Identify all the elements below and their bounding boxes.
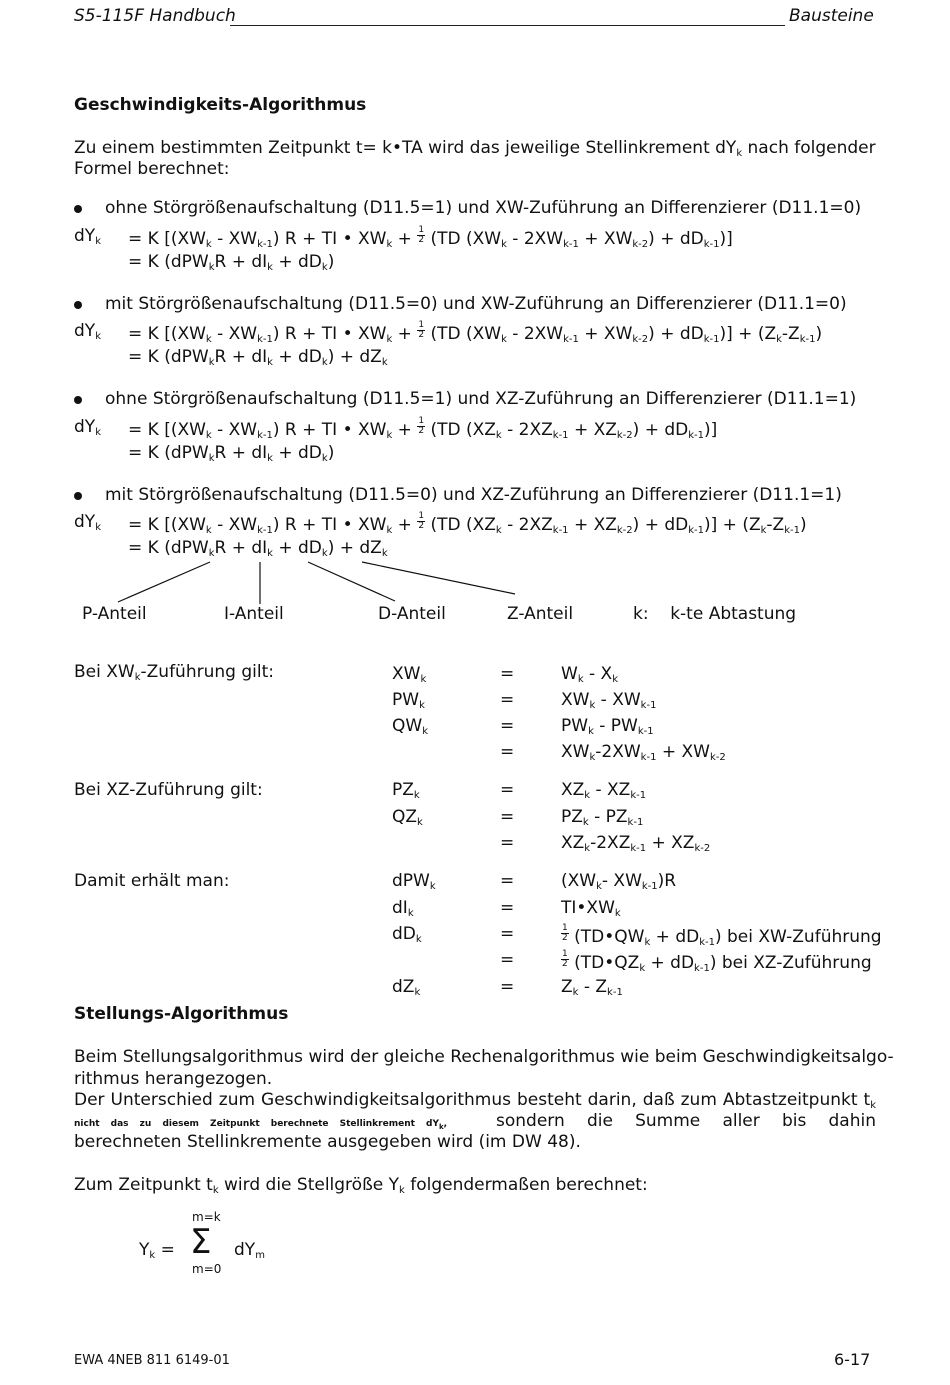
equals-sign: = bbox=[500, 950, 515, 970]
formula-case-2-line-2: = K $(dPW_kR + dI_k + dD_k) + dZ_k$ bbox=[128, 347, 388, 368]
case-3-text: ohne Störgrößenaufschaltung (D11.5=1) und XZ-Zuführung an Differenzierer (D11.1=1) bbox=[105, 389, 857, 409]
def-lhs: $QW_k$ bbox=[392, 716, 428, 737]
label-k-abtastung: k: k-te Abtastung bbox=[633, 604, 797, 624]
formula-label: $dY_k$ bbox=[74, 321, 101, 342]
def-rhs: $\frac{1}{2}$ $(TD•QZ_k + dD_{k-1})$ bei XZ-Zuführung bbox=[562, 949, 872, 974]
equals-sign: = bbox=[500, 898, 515, 918]
formula-case-3-line-1: = K [$(XW_k - XW_{k-1}) R$ + TI • $XW_k$ + $\frac{1}{2}$ (TD $(XZ_k - 2XZ_{k-1} + XZ_{k-2}) + dD_{k-1}$)] bbox=[128, 416, 718, 441]
formula-label: $dY_k$ bbox=[74, 226, 101, 247]
paragraph-line: rithmus herangezogen. bbox=[74, 1069, 273, 1089]
def-lhs: $dD_k$ bbox=[392, 924, 422, 945]
section-title-velocity: Geschwindigkeits-Algorithmus bbox=[74, 95, 367, 115]
def-rhs: $XW_k-2XW_{k-1} + XW_{k-2}$ bbox=[561, 742, 726, 763]
formula-case-1-line-2: = K $(dPW_kR + dI_k + dD_k)$ bbox=[128, 252, 335, 273]
label-z-anteil: Z-Anteil bbox=[507, 604, 574, 624]
equals-sign: = bbox=[500, 871, 515, 891]
sum-upper-limit: m=k bbox=[192, 1210, 221, 1224]
page-number: 6-17 bbox=[834, 1350, 871, 1369]
def-rhs: $Z_k - Z_{k-1}$ bbox=[561, 977, 623, 998]
label-d-anteil: D-Anteil bbox=[378, 604, 446, 624]
intro-line-1: Zu einem bestimmten Zeitpunkt t= k•TA wird das jeweilige Stellinkrement $dY_k$ nach folgender bbox=[74, 138, 876, 159]
header-section: Bausteine bbox=[789, 6, 874, 26]
sigma-symbol: Σ bbox=[190, 1222, 212, 1262]
def-lhs: $dI_k$ bbox=[392, 898, 414, 919]
sum-lhs: $Y_k$ = bbox=[139, 1240, 175, 1261]
case-1-text: ohne Störgrößenaufschaltung (D11.5=1) und XW-Zuführung an Differenzierer (D11.1=0) bbox=[105, 198, 862, 218]
def-rhs: $XW_k - XW_{k-1}$ bbox=[561, 690, 657, 711]
header-title: S5-115F Handbuch bbox=[74, 6, 236, 26]
def-lhs: dPW$_k$ bbox=[392, 871, 436, 892]
section-title-position: Stellungs-Algorithmus bbox=[74, 1004, 289, 1024]
def-rhs: $XZ_k-2XZ_{k-1} + XZ_{k-2}$ bbox=[561, 833, 711, 854]
def-lhs: $dZ_k$ bbox=[392, 977, 421, 998]
def-rhs: $TI•XW_k$ bbox=[561, 898, 621, 919]
paragraph-line: Der Unterschied zum Geschwindigkeitsalgorithmus besteht darin, daß zum Abtastzeitpunkt $t_k$ bbox=[74, 1090, 876, 1111]
paragraph-line-mixed: nicht das zu diesem Zeitpunkt berechnete Stellinkrement $dY_k$, sondern die Summe aller bis dahin bbox=[74, 1111, 876, 1131]
formula-case-1-line-1: = K [$(XW_k - XW_{k-1}) R$ + TI • $XW_k$ + $\frac{1}{2}$ (TD $(XW_k - 2XW_{k-1} + XW_{k-2}) + dD_{k-1}$)] bbox=[128, 225, 733, 250]
xz-section-label: Bei XZ-Zuführung gilt: bbox=[74, 780, 263, 800]
case-4-text: mit Störgrößenaufschaltung (D11.5=0) und XZ-Zuführung an Differenzierer (D11.1=1) bbox=[105, 485, 842, 505]
intro-line-2: Formel berechnet: bbox=[74, 159, 230, 179]
def-lhs: $PZ_k$ bbox=[392, 780, 420, 801]
paragraph-line: Zum Zeitpunkt $t_k$ wird die Stellgröße $Y_k$ folgendermaßen berechnet: bbox=[74, 1175, 648, 1196]
equals-sign: = bbox=[500, 780, 515, 800]
def-rhs: $PW_k - PW_{k-1}$ bbox=[561, 716, 654, 737]
equals-sign: = bbox=[500, 807, 515, 827]
def-lhs: $XW_k$ bbox=[392, 664, 427, 685]
equals-sign: = bbox=[500, 742, 515, 762]
def-rhs: $PZ_k - PZ_{k-1}$ bbox=[561, 807, 644, 828]
footer-doc-id: EWA 4NEB 811 6149-01 bbox=[74, 1353, 230, 1368]
def-lhs: $QZ_k$ bbox=[392, 807, 423, 828]
def-rhs: ($XW_k-$ $XW_{k-1})R$ bbox=[561, 871, 677, 892]
paragraph-line: berechneten Stellinkremente ausgegeben wird (im DW 48). bbox=[74, 1132, 581, 1152]
case-2-text: mit Störgrößenaufschaltung (D11.5=0) und XW-Zuführung an Differenzierer (D11.1=0) bbox=[105, 294, 847, 314]
equals-sign: = bbox=[500, 924, 515, 944]
sum-lower-limit: m=0 bbox=[192, 1262, 222, 1276]
formula-label: $dY_k$ bbox=[74, 512, 101, 533]
def-rhs: $XZ_k - XZ_{k-1}$ bbox=[561, 780, 647, 801]
def-lhs: $PW_k$ bbox=[392, 690, 425, 711]
formula-case-3-line-2: = K $(dPW_kR + dI_k + dD_k)$ bbox=[128, 443, 335, 464]
def-rhs: $\frac{1}{2}$ $(TD•QW_k + dD_{k-1})$ bei XW-Zuführung bbox=[562, 923, 882, 948]
formula-label: $dY_k$ bbox=[74, 417, 101, 438]
sum-term: $dY_m$ bbox=[234, 1240, 265, 1261]
formula-case-4-line-1: = K [$(XW_k - XW_{k-1}) R$ + TI • $XW_k$ + $\frac{1}{2}$ (TD $(XZ_k - 2XZ_{k-1} + XZ_{k-2}) + dD_{k-1})] + (Z_k-Z_{k-1})$ bbox=[128, 511, 807, 536]
label-p-anteil: P-Anteil bbox=[82, 604, 147, 624]
equals-sign: = bbox=[500, 716, 515, 736]
damit-label: Damit erhält man: bbox=[74, 871, 230, 891]
formula-case-4-line-2: = K $(dPW_kR + dI_k + dD_k) + dZ_k$ bbox=[128, 538, 388, 559]
xw-section-label: Bei $XW_k$-Zuführung gilt: bbox=[74, 662, 274, 683]
def-rhs: $W_k - X_k$ bbox=[561, 664, 618, 685]
formula-case-2-line-1: = K [$(XW_k - XW_{k-1}) R$ + TI • $XW_k$ + $\frac{1}{2}$ (TD $(XW_k - 2XW_{k-1} + XW_{k-2}) + dD_{k-1})] + (Z_k-Z_{k-1})$ bbox=[128, 320, 823, 345]
equals-sign: = bbox=[500, 690, 515, 710]
equals-sign: = bbox=[500, 977, 515, 997]
equals-sign: = bbox=[500, 664, 515, 684]
label-i-anteil: I-Anteil bbox=[224, 604, 284, 624]
paragraph-line: Beim Stellungsalgorithmus wird der gleiche Rechenalgorithmus wie beim Geschwindigkeitsalgo- bbox=[74, 1047, 894, 1067]
equals-sign: = bbox=[500, 833, 515, 853]
